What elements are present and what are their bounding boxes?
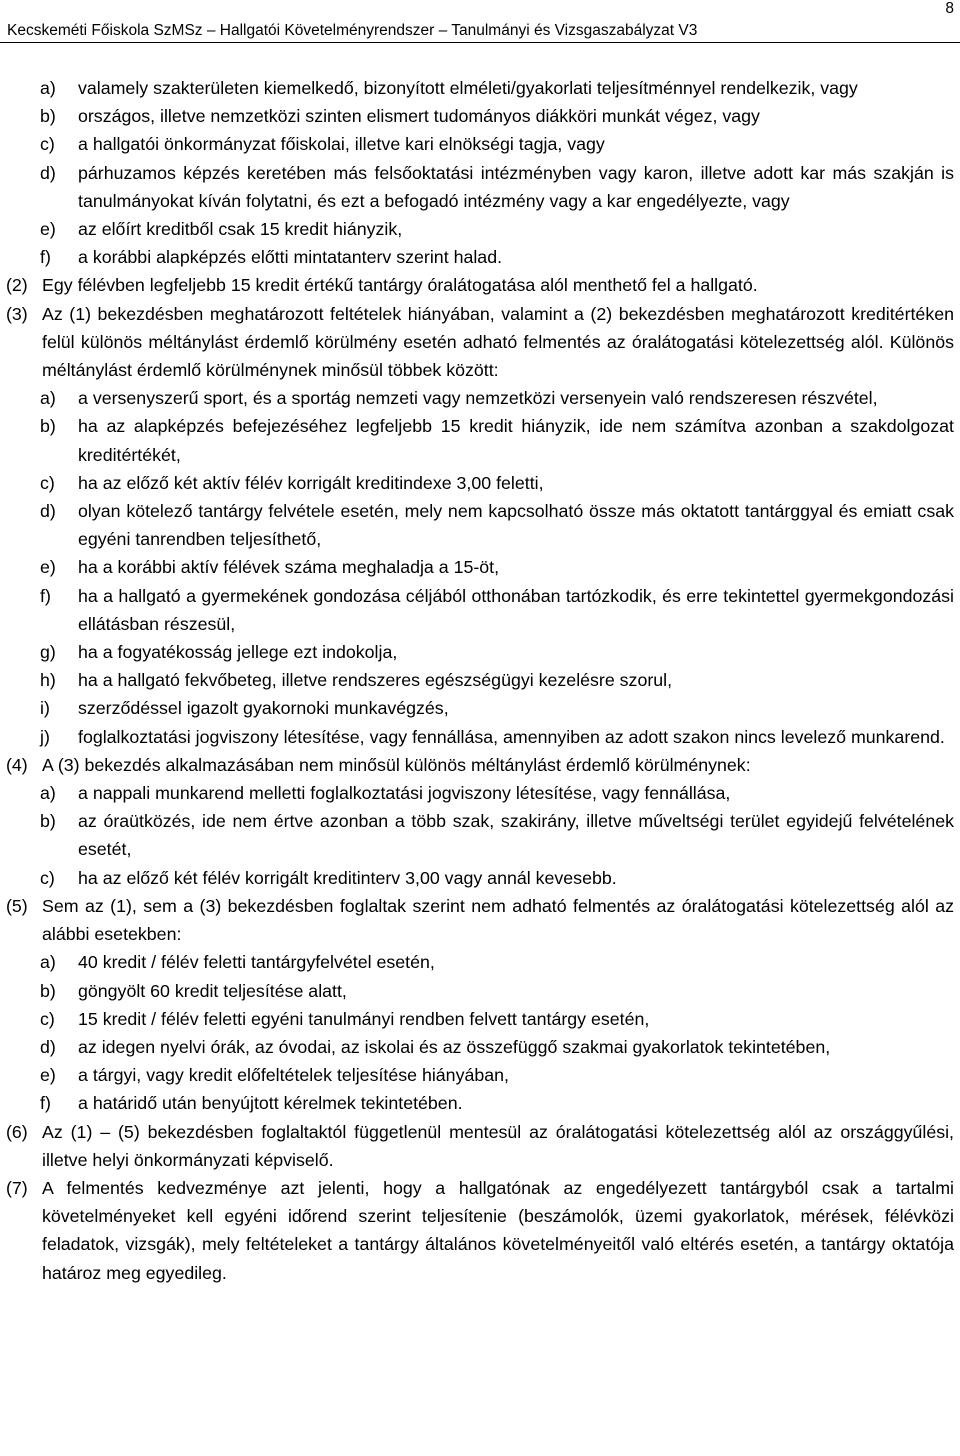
list-item <box>0 1033 960 1061</box>
list-item <box>0 1005 960 1033</box>
list-marker: d) <box>40 501 56 522</box>
list-marker: e) <box>40 219 56 240</box>
list-item-text: olyan kötelező tantárgy felvétele esetén, mely nem kapcsolható össze más oktatott tantárggyal és emiatt csak egyéni tanrendben teljesíthető, <box>78 501 954 550</box>
list-marker: f) <box>40 247 51 268</box>
paragraph-text: A felmentés kedvezménye azt jelenti, hogy a hallgatónak az engedélyezett tantárgyból csak a tartalmi követelményeket kell egyéni időrend szerint teljesítenie (beszámolók, üzemi gyakorlatok, mérések, félévközi feladatok, vizsgák), mely feltételeket a tantárgy általános követelményeitől való eltérés esetén, a tantárgy oktatója határoz meg egyedileg. <box>42 1177 954 1283</box>
paragraph <box>0 1174 960 1287</box>
paragraph-text: A (3) bekezdés alkalmazásában nem minősül különös méltánylást érdemlő körülménynek: <box>42 754 751 775</box>
list-item <box>0 779 960 807</box>
list-item-text: 15 kredit / félév feletti egyéni tanulmányi rendben felvett tantárgy esetén, <box>78 1008 650 1029</box>
list-item-text: ha az alapképzés befejezéséhez legfeljebb 15 kredit hiányzik, ide nem számítva azonban a szakdolgozat kreditértékét, <box>78 416 954 465</box>
paragraph <box>0 271 960 299</box>
list-marker: a) <box>40 783 56 804</box>
list-marker: d) <box>40 1036 56 1057</box>
list-item <box>0 384 960 412</box>
list-item-text: párhuzamos képzés keretében más felsőoktatási intézményben vagy karon, illetve adott kar más szakján is tanulmányokat kíván folytatni, és ezt a befogadó intézmény vagy a kar engedélyezte, vagy <box>78 162 954 211</box>
list-item <box>0 977 960 1005</box>
header-title: Kecskeméti Főiskola SzMSz – Hallgatói Követelményrendszer – Tanulmányi és Vizsgaszabályzat V3 <box>7 22 698 39</box>
list-item-text: a versenyszerű sport, és a sportág nemzeti vagy nemzetközi versenyein való rendszeresen részvétel, <box>78 388 878 409</box>
list-item <box>0 497 960 553</box>
list-item <box>0 553 960 581</box>
list-item-text: göngyölt 60 kredit teljesítése alatt, <box>78 980 347 1001</box>
paragraph-text: Sem az (1), sem a (3) bekezdésben foglaltak szerint nem adható felmentés az óralátogatási kötelezettség alól az alábbi esetekben: <box>42 895 954 945</box>
list-marker: b) <box>40 416 56 437</box>
paragraph <box>0 892 960 948</box>
page-number: 8 <box>945 0 954 17</box>
list-item <box>0 582 960 638</box>
list-item-text: az óraütközés, ide nem értve azonban a több szak, szakirány, illetve műveltségi terület egyidejű felvételének esetét, <box>78 811 954 860</box>
list-item <box>0 807 960 863</box>
paragraph-text: Az (1) – (5) bekezdésben foglaltaktól függetlenül mentesül az óralátogatási kötelezettség alól az országgyűlési, illetve helyi önkormányzati képviselő. <box>42 1121 954 1170</box>
list-item-text: az idegen nyelvi órák, az óvodai, az iskolai és az összefüggő szakmai gyakorlatok tekintetében, <box>78 1036 831 1057</box>
list-item <box>0 215 960 243</box>
list-item-text: ha a korábbi aktív félévek száma meghaladja a 15-öt, <box>78 557 500 578</box>
list-item <box>0 412 960 468</box>
list-marker: b) <box>40 106 56 127</box>
list-marker: c) <box>40 472 55 493</box>
paragraph-number: (5) <box>6 895 28 916</box>
list-item <box>0 1061 960 1089</box>
list-marker: e) <box>40 1065 56 1086</box>
list-marker: a) <box>40 952 56 973</box>
list-marker: g) <box>40 642 56 663</box>
list-item-text: 40 kredit / félév feletti tantárgyfelvétel esetén, <box>78 952 435 973</box>
list-item-text: ha az előző két félév korrigált kreditinterv 3,00 vagy annál kevesebb. <box>78 867 617 888</box>
list-item <box>0 130 960 158</box>
list-item-text: a nappali munkarend melletti foglalkoztatási jogviszony létesítése, vagy fennállása, <box>78 783 731 804</box>
list-marker: a) <box>40 388 56 409</box>
list-item <box>0 159 960 215</box>
header-divider <box>0 42 960 43</box>
list-item <box>0 102 960 130</box>
list-marker: a) <box>40 78 56 98</box>
list-marker: j) <box>40 726 50 747</box>
list-item <box>0 243 960 271</box>
list-item-text: valamely szakterületen kiemelkedő, bizonyított elméleti/gyakorlati teljesítménnyel rendelkezik, vagy <box>78 78 858 98</box>
paragraph-number: (3) <box>6 303 28 324</box>
list-marker: e) <box>40 557 56 578</box>
list-item-text: foglalkoztatási jogviszony létesítése, vagy fennállása, amennyiben az adott szakon nincs levelező munkarend. <box>78 726 945 747</box>
list-item <box>0 1089 960 1117</box>
list-marker: h) <box>40 670 56 691</box>
paragraph-number: (2) <box>6 275 28 296</box>
list-marker: c) <box>40 867 55 888</box>
list-marker: i) <box>40 698 50 719</box>
list-item-text: ha a fogyatékosság jellege ezt indokolja, <box>78 642 398 663</box>
list-item-text: országos, illetve nemzetközi szinten elismert tudományos diákköri munkát végez, vagy <box>78 106 760 127</box>
paragraph-text: Egy félévben legfeljebb 15 kredit értékű tantárgy óralátogatása alól menthető fel a hallgató. <box>42 275 758 296</box>
list-marker: d) <box>40 162 56 183</box>
list-item-text: a tárgyi, vagy kredit előfeltételek teljesítése hiányában, <box>78 1065 509 1086</box>
list-item-text: ha az előző két aktív félév korrigált kreditindexe 3,00 feletti, <box>78 472 544 493</box>
list-item <box>0 666 960 694</box>
list-item <box>0 638 960 666</box>
document-body <box>0 74 960 1287</box>
list-item <box>0 694 960 722</box>
list-marker: f) <box>40 1093 51 1114</box>
page-header <box>0 0 960 44</box>
paragraph <box>0 1118 960 1174</box>
paragraph-number: (7) <box>6 1177 28 1198</box>
list-item <box>0 948 960 976</box>
paragraph <box>0 751 960 779</box>
list-item-text: ha a hallgató fekvőbeteg, illetve rendszeres egészségügyi kezelésre szorul, <box>78 670 673 691</box>
list-item <box>0 74 960 102</box>
list-marker: c) <box>40 1008 55 1029</box>
paragraph-number: (4) <box>6 754 28 775</box>
list-item-text: az előírt kreditből csak 15 kredit hiányzik, <box>78 219 403 240</box>
list-item <box>0 864 960 892</box>
list-marker: b) <box>40 980 56 1001</box>
list-marker: b) <box>40 811 56 832</box>
list-item-text: a hallgatói önkormányzat főiskolai, illetve kari elnökségi tagja, vagy <box>78 134 605 155</box>
list-item-text: szerződéssel igazolt gyakornoki munkavégzés, <box>78 698 449 719</box>
list-item <box>0 469 960 497</box>
list-item-text: a korábbi alapképzés előtti mintatanterv szerint halad. <box>78 247 503 268</box>
list-marker: c) <box>40 134 55 155</box>
paragraph <box>0 300 960 385</box>
list-item <box>0 723 960 751</box>
paragraph-number: (6) <box>6 1121 28 1142</box>
list-item-text: ha a hallgató a gyermekének gondozása céljából otthonában tartózkodik, és erre tekintettel gyermekgondozási ellátásban részesül, <box>78 585 954 634</box>
list-item-text: a határidő után benyújtott kérelmek tekintetében. <box>78 1093 463 1114</box>
list-marker: f) <box>40 585 51 606</box>
paragraph-text: Az (1) bekezdésben meghatározott feltételek hiányában, valamint a (2) bekezdésben meghatározott kreditértéken felül különös méltánylást érdemlő körülmény esetén adható felmentés az óralátogatási kötelezettség alól. Különös méltánylást érdemlő körülménynek minősül többek között: <box>42 303 954 381</box>
